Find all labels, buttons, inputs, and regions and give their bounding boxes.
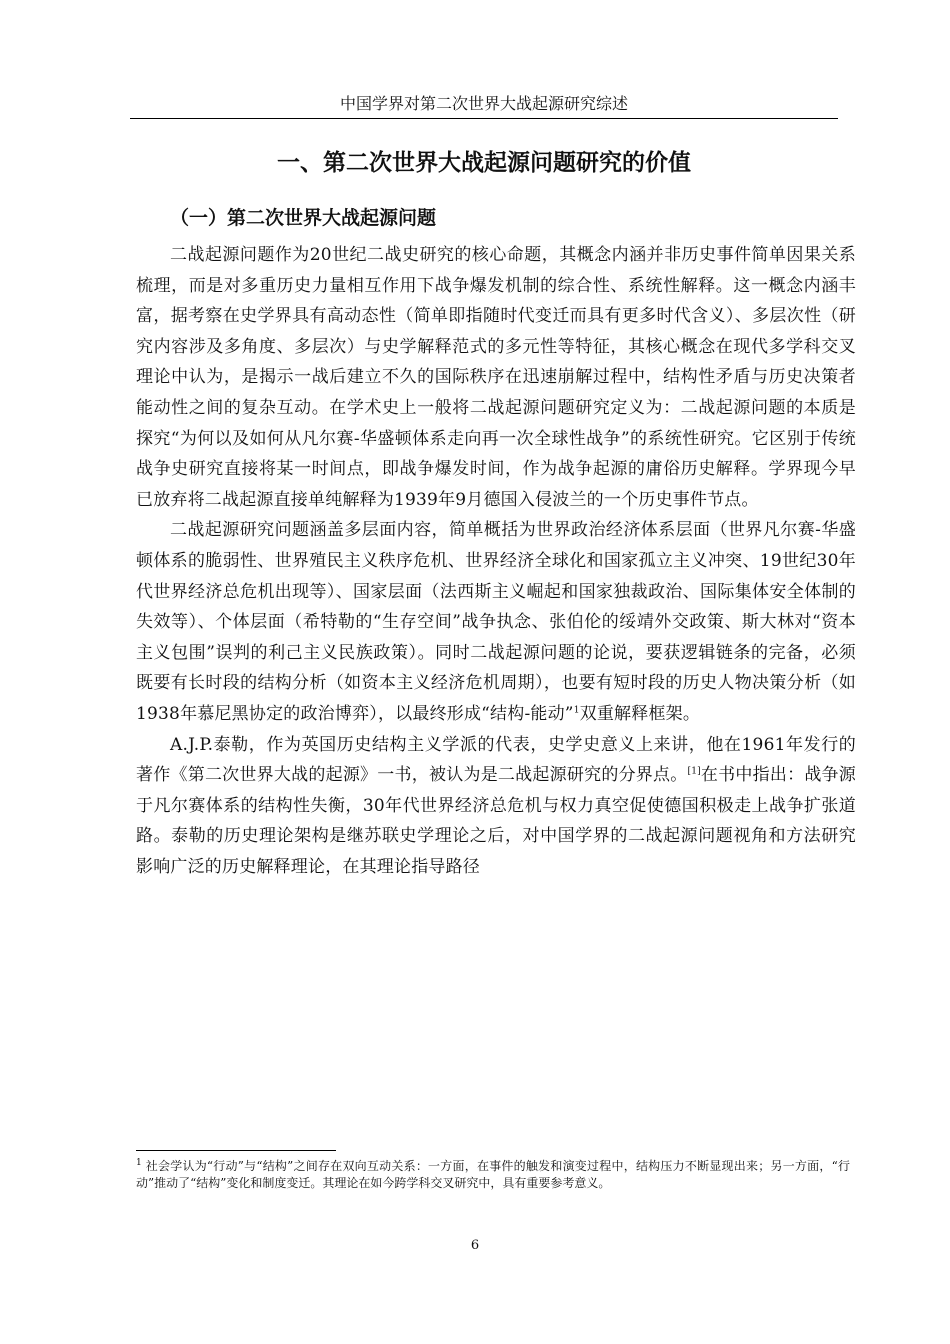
footnote-rule bbox=[136, 1150, 336, 1151]
page-number: 6 bbox=[470, 1238, 480, 1253]
paragraph-2-text: 二战起源研究问题涵盖多层面内容，简单概括为世界政治经济体系层面（世界凡尔赛-华盛顿体系的脆弱性、世界殖民主义秩序危机、世界经济全球化和国家孤立主义冲突、19世纪30年代世界经济总危机出现等）、国家层面（法西斯主义崛起和国家独裁政治、国际集体安全体制的失效等）、个体层面（希特勒的“生存空间”战争执念、张伯伦的绥靖外交政策、斯大林对“资本主义包围”误判的利己主义民族政策）。同时二战起源问题的论说，要获逻辑链条的完备，必须既要有长时段的结构分析（如资本主义经济危机周期），也要有短时段的历史人物决策分析（如1938年慕尼黑协定的政治博弈），以最终形成“结构-能动” bbox=[136, 520, 856, 724]
running-header: 中国学界对第二次世界大战起源研究综述 bbox=[339, 94, 628, 113]
subsection-title: （一）第二次世界大战起源问题 bbox=[170, 207, 437, 229]
footnote-reference[interactable]: 1 bbox=[573, 705, 580, 716]
footnote-marker: 1 bbox=[136, 1158, 142, 1168]
header-rule bbox=[130, 118, 838, 119]
citation-reference[interactable]: [1] bbox=[687, 766, 701, 777]
paragraph-2 bbox=[136, 515, 856, 729]
paragraph-3-text: A.J.P.泰勒，作为英国历史结构主义学派的代表，史学史意义上来讲，他在1961年发行的著作《第二次世界大战的起源》一书，被认为是二战起源研究的分界点。 bbox=[136, 734, 856, 786]
paragraph-2-tail: 双重解释框架。 bbox=[579, 703, 701, 724]
section-title: 一、第二次世界大战起源问题研究的价值 bbox=[277, 150, 691, 176]
footnote bbox=[136, 1158, 850, 1192]
paragraph-3 bbox=[136, 730, 856, 883]
footnote-text: 社会学认为“行动”与“结构”之间存在双向互动关系：一方面，在事件的触发和演变过程中，结构压力不断显现出来；另一方面，“行动”推动了“结构”变化和制度变迁。其理论在如今跨学科交叉研究中，具有重要参考意义。 bbox=[136, 1159, 850, 1190]
paragraph-1: 二战起源问题作为20世纪二战史研究的核心命题，其概念内涵并非历史事件简单因果关系梳理，而是对多重历史力量相互作用下战争爆发机制的综合性、系统性解释。这一概念内涵丰富，据考察在史学界具有高动态性（简单即指随时代变迁而具有更多时代含义）、多层次性（研究内容涉及多角度、多层次）与史学解释范式的多元性等特征，其核心概念在现代多学科交叉理论中认为，是揭示一战后建立不久的国际秩序在迅速崩解过程中，结构性矛盾与历史决策者能动性之间的复杂互动。在学术史上一般将二战起源问题研究定义为：二战起源问题的本质是探究“为何以及如何从凡尔赛-华盛顿体系走向再一次全球性战争”的系统性研究。它区别于传统战争史研究直接将某一时间点，即战争爆发时间，作为战争起源的庸俗历史解释。学界现今早已放弃将二战起源直接单纯解释为1939年9月德国入侵波兰的一个历史事件节点。 bbox=[136, 245, 856, 510]
paragraph-3-tail: 在书中指出：战争源于凡尔赛体系的结构性失衡，30年代世界经济总危机与权力真空促使德国积极走上战争扩张道路。泰勒的历史理论架构是继苏联史学理论之后，对中国学界的二战起源问题视角和方法研究影响广泛的历史解释理论，在其理论指导路径 bbox=[136, 765, 856, 877]
body-text bbox=[136, 240, 856, 882]
